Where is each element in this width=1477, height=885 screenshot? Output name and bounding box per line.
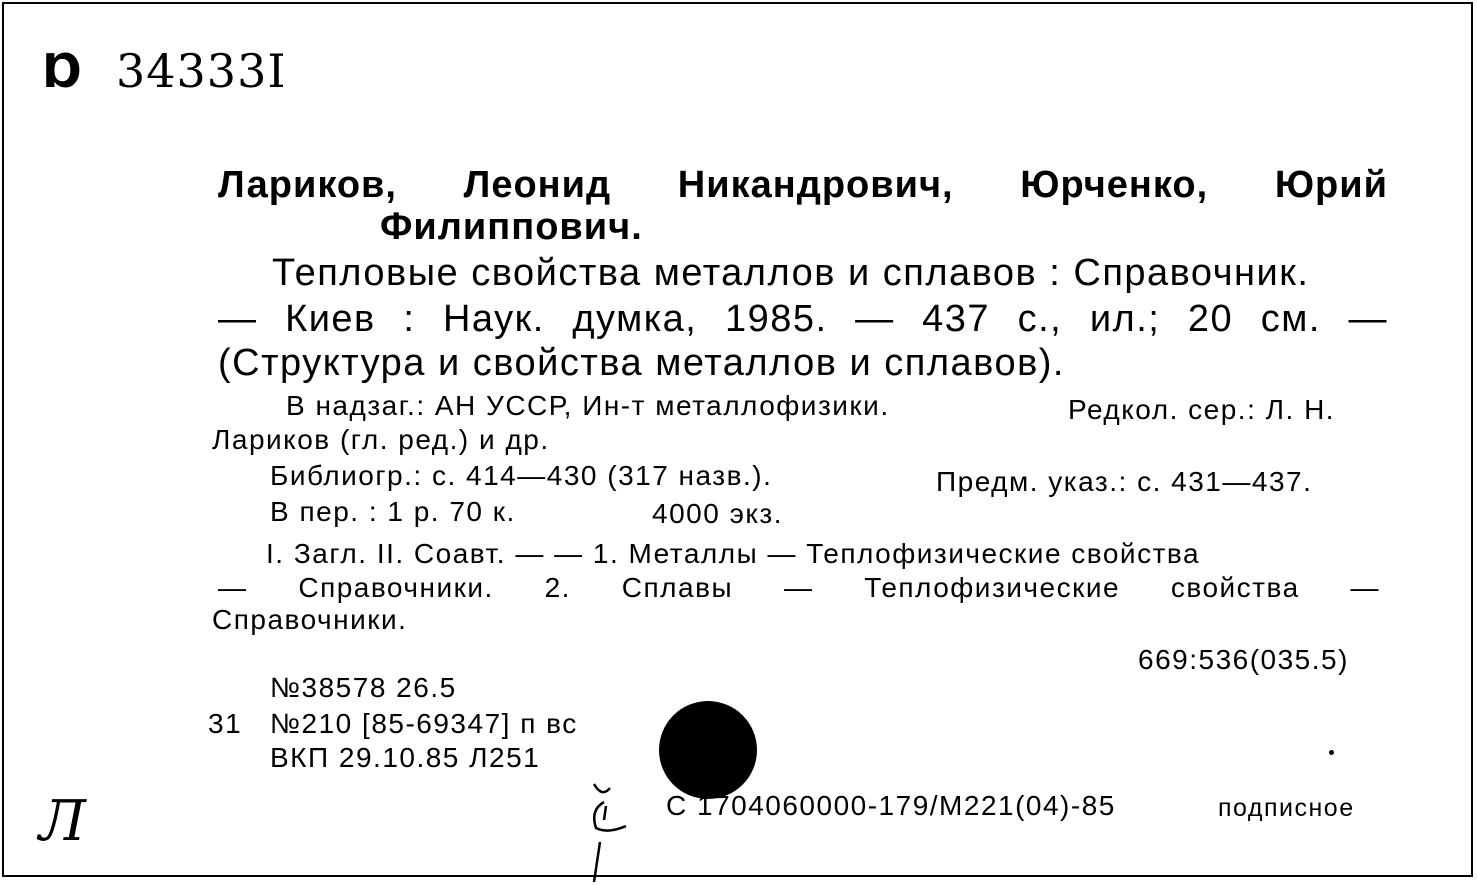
price: В пер. : 1 р. 70 к. — [270, 496, 516, 527]
nadzag-line-2: Лариков (гл. ред.) и др. — [212, 424, 550, 455]
title-word: 20 — [1187, 298, 1234, 340]
subjects-line-2 — [218, 572, 1380, 604]
title-word: Наук. — [442, 298, 545, 340]
subject-word: — — [1350, 572, 1380, 603]
author-word: Юрий — [1274, 164, 1388, 206]
title-word: — — [218, 298, 258, 340]
title-word: : — [403, 298, 416, 340]
catalog-card — [2, 2, 1473, 877]
subjects-line-1: I. Загл. II. Соавт. — — 1. Металлы — Теплофизические свойства — [266, 538, 1201, 569]
subjects-line-3: Справочники. — [212, 604, 408, 635]
title-word: см. — [1260, 298, 1321, 340]
title-line-1: Тепловые свойства металлов и сплавов : Справочник. — [272, 252, 1310, 294]
author-word: Юрченко, — [1020, 164, 1209, 206]
biblio-right: Предм. указ.: с. 431—437. — [936, 466, 1313, 497]
title-word: 1985. — [724, 298, 828, 340]
copies: 4000 экз. — [652, 498, 784, 529]
title-word: думка, — [572, 298, 698, 340]
title-word: 437 — [922, 298, 991, 340]
udc-code: 669:536(035.5) — [1138, 644, 1349, 675]
author-word: Леонид — [463, 164, 612, 206]
title-line-2 — [218, 298, 1388, 341]
handwritten-stroke-icon — [582, 780, 652, 885]
bbk-code: С 1704060000-179/М221(04)-85 — [666, 790, 1116, 821]
nadzag-right: Редкол. сер.: Л. Н. — [1068, 394, 1336, 425]
subject-word: 2. — [544, 572, 571, 603]
subject-word: свойства — [1170, 572, 1300, 603]
call-mark: Ɒ — [44, 44, 85, 98]
title-word: ил.; — [1089, 298, 1161, 340]
title-word: Киев — [285, 298, 376, 340]
record-line-1: №38578 26.5 — [270, 672, 457, 703]
title-word: — — [1348, 298, 1388, 340]
handwritten-letter: Л — [39, 789, 86, 854]
ink-blot — [659, 701, 757, 799]
author-word: Лариков, — [218, 164, 397, 206]
subject-word: Сплавы — [621, 572, 734, 603]
subject-word: — — [218, 572, 248, 603]
subject-word: Справочники. — [298, 572, 494, 603]
subject-word: — — [783, 572, 814, 603]
author-word: Никандрович, — [677, 164, 954, 206]
record-prefix: 31 — [208, 708, 243, 739]
record-line-3: ВКП 29.10.85 Л251 — [270, 742, 541, 773]
subject-word: Теплофизические — [864, 572, 1121, 603]
authors-line-2: Филиппович. — [380, 206, 643, 248]
authors-line-1 — [218, 164, 1388, 207]
title-line-3: (Структура и свойства металлов и сплавов). — [218, 342, 1065, 384]
call-number: 34333I — [116, 44, 287, 98]
ink-dot — [1329, 750, 1334, 755]
subscription-label: подписное — [1218, 794, 1355, 822]
biblio-left: Библиогр.: с. 414—430 (317 назв.). — [270, 460, 773, 491]
title-word: с., — [1017, 298, 1063, 340]
record-line-2: №210 [85-69347] п вс — [270, 708, 578, 739]
nadzag-left: В надзаг.: АН УССР, Ин-т металлофизики. — [286, 390, 890, 421]
title-word: — — [855, 298, 895, 340]
